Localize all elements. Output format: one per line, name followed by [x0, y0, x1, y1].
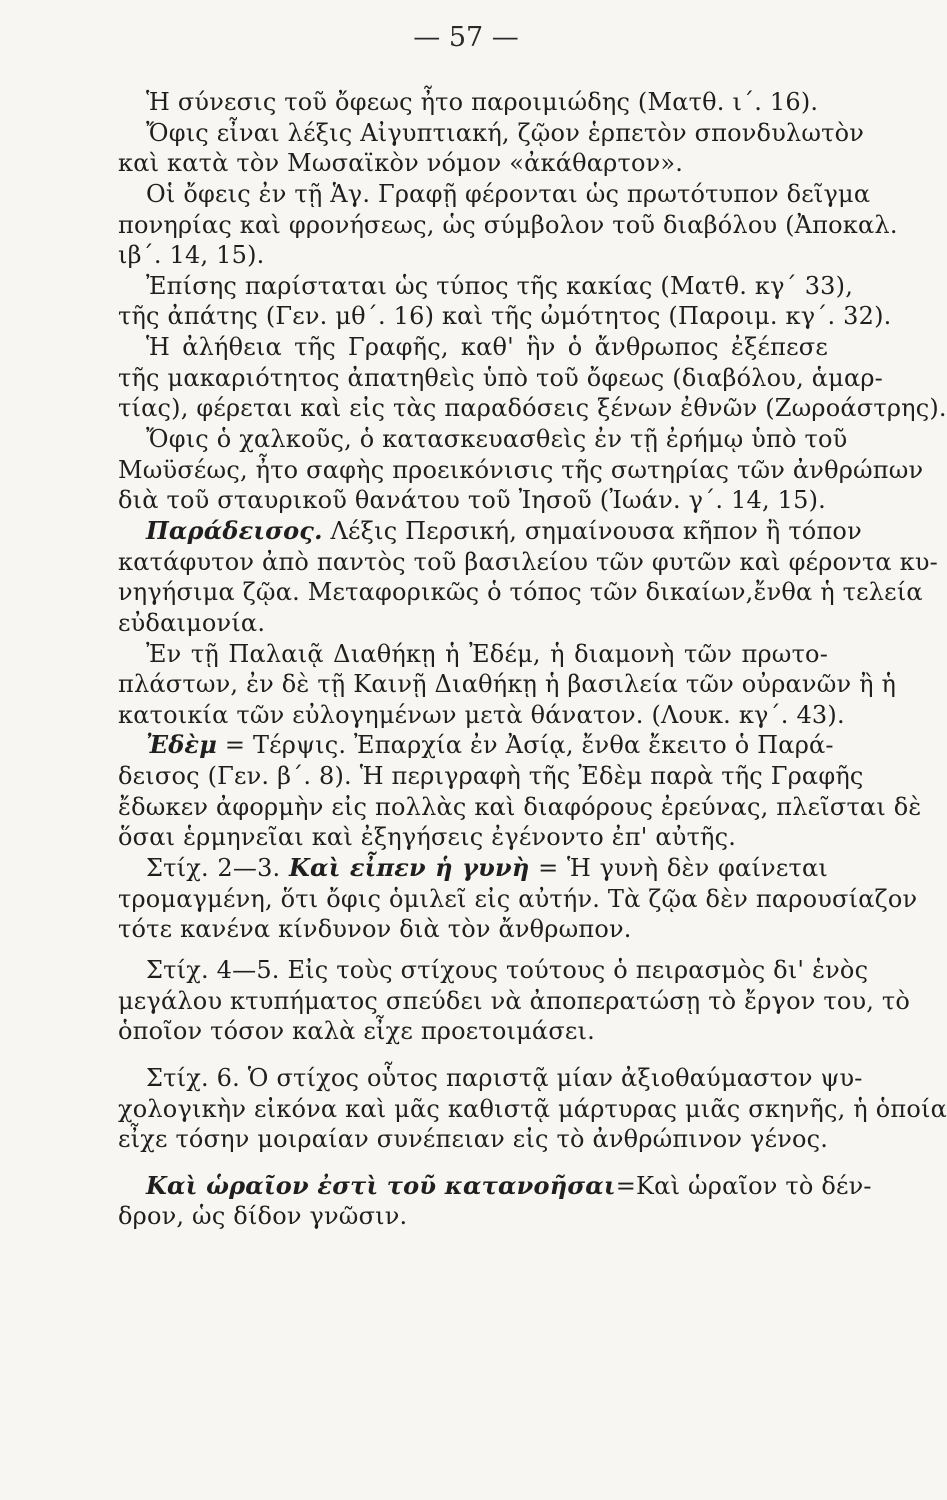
text-line: χολογικὴν εἰκόνα καὶ μᾶς καθιστᾷ μάρτυρας μιᾶς σκηνῆς, ἡ ὁποία: [118, 1094, 947, 1123]
paragraph: [118, 1170, 872, 1233]
text-line: Μωϋσέως, ἦτο σαφὴς προεικόνισις τῆς σωτηρίας τῶν ἀνθρώπων: [118, 455, 924, 484]
line-text: = Ἡ γυνὴ δὲν φαίνεται: [529, 854, 828, 883]
text-line: [118, 1170, 872, 1203]
text-line: Ἡ ἀλήθεια τῆς Γραφῆς, καθ' ἣν ὁ ἄνθρωπος ἐξέπεσε: [146, 333, 828, 362]
text-line: ὁποῖον τόσον καλὰ εἶχε προετοιμάσει.: [118, 1017, 595, 1046]
text-line: τῆς ἀπάτης (Γεν. μθ΄. 16) καὶ τῆς ὠμότητος (Παροιμ. κγ΄. 32).: [118, 302, 892, 331]
paragraph: [118, 955, 911, 1048]
text-line: διὰ τοῦ σταυρικοῦ θανάτου τοῦ Ἰησοῦ (Ἰωάν. γ΄. 14, 15).: [118, 486, 826, 515]
text-line: εἶχε τόσην μοιραίαν συνέπειαν εἰς τὸ ἀνθρώπινον γένος.: [118, 1125, 829, 1154]
text-line: κατάφυτον ἀπὸ παντὸς τοῦ βασιλείου τῶν φυτῶν καὶ φέροντα κυ-: [118, 547, 938, 576]
text-line: [118, 730, 834, 762]
text-line: τότε κανένα κίνδυνον διὰ τὸν ἄνθρωπον.: [118, 915, 632, 944]
text-line: εὐδαιμονία.: [118, 608, 266, 637]
paragraph: [118, 88, 828, 119]
text-line: Ὄφις εἶναι λέξις Αἰγυπτιακή, ζῷον ἑρπετὸν σπονδυλωτὸν: [146, 118, 865, 147]
line-text: =Καὶ ὡραῖον τὸ δέν-: [615, 1171, 872, 1200]
term-heading: Παράδεισος.: [146, 515, 323, 545]
paragraph: [118, 730, 922, 854]
text-line: Οἱ ὄφεις ἐν τῇ Ἁγ. Γραφῇ φέρονται ὡς πρωτότυπον δεῖγμα: [146, 179, 871, 208]
paragraph: [118, 515, 938, 640]
text-line: δρον, ὡς δίδον γνῶσιν.: [118, 1202, 408, 1231]
text-line: Ἐν τῇ Παλαιᾷ Διαθήκῃ ἡ Ἐδέμ, ἡ διαμονὴ τῶν πρωτο-: [146, 639, 828, 668]
verse-ref: Στίχ. 2—3.: [146, 854, 289, 883]
text-line: Στίχ. 6. Ὁ στίχος οὗτος παριστᾷ μίαν ἀξιοθαύμαστον ψυ-: [146, 1063, 863, 1092]
text-line: τῆς μακαριότητος ἀπατηθεὶς ὑπὸ τοῦ ὄφεως (διαβόλου, ἁμαρ-: [118, 363, 883, 392]
term-heading: Καὶ ὡραῖον ἐστὶ τοῦ κατανοῆσαι: [146, 1170, 616, 1200]
text-line: κατοικία τῶν εὐλογημένων μετὰ θάνατον. (Λουκ. κγ΄. 43).: [118, 700, 845, 729]
text-line: [118, 515, 862, 548]
paragraph-gap: [118, 1048, 828, 1064]
paragraph-gap: [118, 1156, 828, 1172]
body-text: [118, 88, 947, 1233]
text-line: ὅσαι ἑρμηνεῖαι καὶ ἐξηγήσεις ἐγένοντο ἐπ' αὐτῆς.: [118, 823, 737, 852]
text-line: δεισος (Γεν. β΄. 8). Ἡ περιγραφὴ τῆς Ἐδὲμ παρὰ τῆς Γραφῆς: [118, 762, 864, 791]
text-line: Στίχ. 4—5. Εἰς τοὺς στίχους τούτους ὁ πειρασμὸς δι' ἑνὸς: [146, 955, 869, 984]
paragraph: [118, 1063, 947, 1156]
text-line: Ἐπίσης παρίσταται ὡς τύπος τῆς κακίας (Ματθ. κγ΄ 33),: [146, 271, 854, 300]
paragraph: [118, 118, 865, 180]
text-line: [118, 854, 828, 885]
text-line: μεγάλου κτυπήματος σπεύδει νὰ ἀποπερατώσῃ τὸ ἔργον του, τὸ: [118, 986, 911, 1015]
text-line: ιβ΄. 14, 15).: [118, 241, 265, 270]
text-line: πονηρίας καὶ φρονήσεως, ὡς σύμβολον τοῦ διαβόλου (Ἀποκαλ.: [118, 210, 898, 239]
text-line: πλάστων, ἐν δὲ τῇ Καινῇ Διαθήκῃ ἡ βασιλεία τῶν οὐρανῶν ἢ ἡ: [118, 670, 897, 699]
line-text: Λέξις Περσική, σημαίνουσα κῆπον ἢ τόπον: [322, 516, 862, 545]
term-heading: Ἐδὲμ: [146, 730, 217, 760]
paragraph: [118, 639, 897, 732]
page-number: — 57 —: [413, 22, 519, 53]
paragraph-gap: [118, 946, 828, 956]
paragraph: [118, 179, 898, 272]
text-line: Ὄφις ὁ χαλκοῦς, ὁ κατασκευασθεὶς ἐν τῇ ἐρήμῳ ὑπὸ τοῦ: [146, 425, 848, 454]
paragraph: [118, 333, 947, 425]
text-line: νηγήσιμα ζῷα. Μεταφορικῶς ὁ τόπος τῶν δικαίων,ἔνθα ἡ τελεία: [118, 578, 923, 607]
paragraph: [118, 271, 892, 333]
paragraph: [118, 853, 918, 946]
text-line: Ἡ σύνεσις τοῦ ὄφεως ἦτο παροιμιώδης (Ματθ. ι΄. 16).: [146, 88, 819, 116]
line-text: = Τέρψις. Ἐπαρχία ἐν Ἀσίᾳ, ἔνθα ἔκειτο ὁ Παρά-: [216, 731, 834, 760]
text-line: ἔδωκεν ἀφορμὴν εἰς πολλὰς καὶ διαφόρους ἐρεύνας, πλεῖσται δὲ: [118, 792, 922, 821]
text-line: τρομαγμένη, ὅτι ὄφις ὁμιλεῖ εἰς αὐτήν. Τὰ ζῷα δὲν παρουσίαζον: [118, 884, 918, 913]
text-line: τίας), φέρεται καὶ εἰς τὰς παραδόσεις ξένων ἐθνῶν (Ζωροάστρης).: [118, 394, 947, 423]
text-line: καὶ κατὰ τὸν Μωσαϊκὸν νόμον «ἀκάθαρτον».: [118, 149, 684, 178]
term-heading: Καὶ εἶπεν ἡ γυνὴ: [288, 853, 530, 883]
paragraph: [118, 425, 924, 517]
